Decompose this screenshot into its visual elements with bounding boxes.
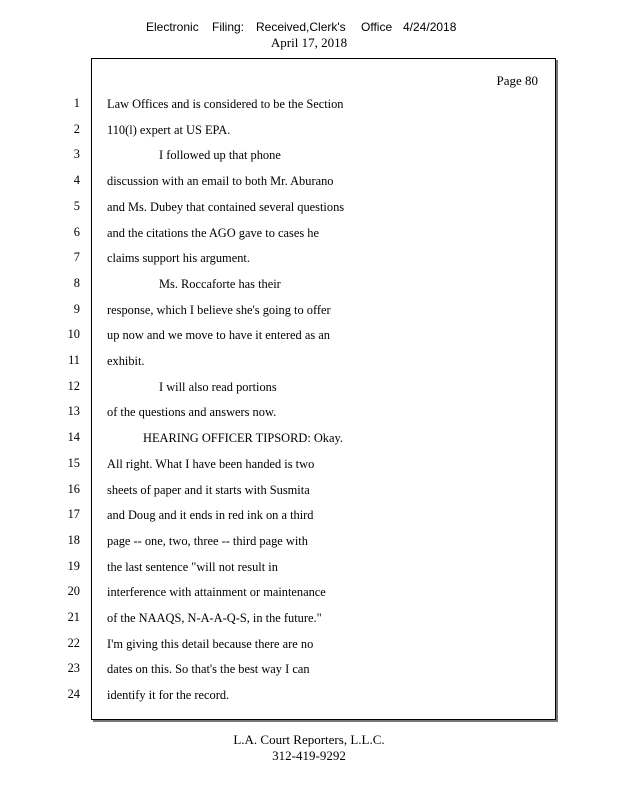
line-number: 23 bbox=[67, 661, 80, 676]
stamp-received: Received,Clerk's bbox=[256, 20, 346, 34]
line-number: 8 bbox=[73, 275, 80, 290]
line-number: 17 bbox=[67, 507, 80, 522]
line-number: 21 bbox=[67, 610, 80, 624]
stamp-filing: Filing: bbox=[212, 20, 245, 34]
transcript-date: April 17, 2018 bbox=[270, 35, 348, 50]
transcript-line: discussion with an email to both Mr. Aburano bbox=[107, 174, 334, 189]
transcript-line: Ms. Roccaforte has their bbox=[159, 276, 281, 291]
stamp-date: 4/24/2018 bbox=[403, 20, 457, 34]
stamp-office: Office bbox=[361, 20, 393, 34]
transcript-line: 110(l) expert at US EPA. bbox=[107, 122, 231, 137]
line-number: 19 bbox=[67, 558, 80, 573]
line-number: 16 bbox=[67, 481, 80, 496]
line-number: 13 bbox=[67, 404, 80, 419]
line-number: 18 bbox=[67, 532, 80, 547]
transcript-line: HEARING OFFICER TIPSORD: Okay. bbox=[143, 431, 343, 446]
line-number: 22 bbox=[67, 635, 80, 650]
transcript-line: sheets of paper and it starts with Susmita bbox=[107, 482, 310, 497]
line-number: 24 bbox=[67, 687, 80, 702]
transcript-line: exhibit. bbox=[107, 354, 145, 368]
transcript-line: claims support his argument. bbox=[107, 251, 250, 266]
page-number: Page 80 bbox=[496, 73, 538, 88]
transcript-line: up now and we move to have it entered as an bbox=[107, 328, 330, 343]
transcript-line: of the NAAQS, N-A-A-Q-S, in the future." bbox=[107, 611, 322, 625]
line-number: 5 bbox=[73, 198, 80, 213]
line-number: 14 bbox=[67, 430, 80, 445]
transcript-line: I'm giving this detail because there are no bbox=[107, 636, 314, 651]
reporter-phone: 312-419-9292 bbox=[272, 748, 346, 763]
transcript-line: and Doug and it ends in red ink on a third bbox=[107, 508, 314, 523]
transcript-line: and Ms. Dubey that contained several questions bbox=[107, 199, 345, 214]
transcript-line: page -- one, two, three -- third page with bbox=[107, 533, 308, 548]
line-number: 9 bbox=[73, 301, 80, 316]
line-number: 4 bbox=[73, 173, 80, 188]
reporter-company: L.A. Court Reporters, L.L.C. bbox=[233, 732, 385, 747]
line-number: 2 bbox=[73, 121, 80, 136]
transcript-line: Law Offices and is considered to be the Section bbox=[107, 97, 344, 111]
line-number: 11 bbox=[68, 353, 80, 367]
transcript-line: interference with attainment or maintenance bbox=[107, 585, 326, 600]
line-number: 7 bbox=[73, 250, 80, 265]
line-number: 15 bbox=[67, 455, 80, 470]
transcript-line: I will also read portions bbox=[159, 379, 277, 394]
transcript-line: dates on this. So that's the best way I can bbox=[107, 662, 310, 677]
transcript-line: I followed up that phone bbox=[159, 148, 281, 163]
transcript-line: response, which I believe she's going to offer bbox=[107, 302, 331, 317]
line-number: 6 bbox=[73, 224, 80, 239]
transcript-line: of the questions and answers now. bbox=[107, 405, 277, 420]
transcript-line: and the citations the AGO gave to cases he bbox=[107, 225, 319, 240]
transcript-line: the last sentence "will not result in bbox=[107, 559, 278, 574]
transcript-line: All right. What I have been handed is two bbox=[107, 456, 315, 471]
line-number: 3 bbox=[73, 147, 80, 162]
line-number: 20 bbox=[67, 584, 80, 599]
filing-stamp bbox=[0, 20, 618, 36]
stamp-electronic: Electronic bbox=[146, 20, 199, 34]
transcript-page bbox=[91, 58, 556, 720]
line-number: 10 bbox=[67, 327, 80, 342]
line-number: 1 bbox=[73, 96, 80, 110]
line-number: 12 bbox=[67, 378, 80, 393]
transcript-line: identify it for the record. bbox=[107, 688, 230, 703]
